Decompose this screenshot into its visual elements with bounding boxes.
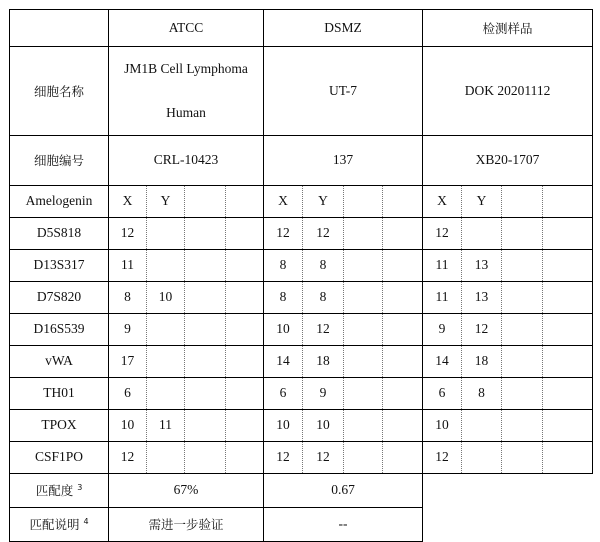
allele-cell-dsmz: 12 [303, 314, 344, 346]
header-dsmz: DSMZ [264, 10, 423, 47]
cell-name-dsmz: UT-7 [264, 47, 423, 136]
allele-cell-sample [543, 282, 593, 314]
allele-cell-dsmz: Y [303, 186, 344, 218]
allele-cell-atcc [226, 378, 264, 410]
allele-cell-dsmz [383, 218, 423, 250]
allele-cell-dsmz [383, 442, 423, 474]
allele-cell-sample: 12 [462, 314, 502, 346]
allele-cell-dsmz: 8 [303, 250, 344, 282]
locus-row [10, 218, 593, 250]
allele-cell-sample [502, 218, 543, 250]
allele-cell-dsmz: 12 [264, 218, 303, 250]
locus-row [10, 250, 593, 282]
match-degree-label-text: 匹配度 [35, 483, 74, 498]
allele-cell-atcc [226, 218, 264, 250]
allele-cell-atcc [226, 410, 264, 442]
allele-cell-dsmz: X [264, 186, 303, 218]
cell-name-row [10, 47, 593, 136]
allele-cell-atcc [185, 250, 226, 282]
locus-name: TH01 [10, 378, 109, 410]
match-desc-row [10, 508, 593, 542]
allele-cell-atcc [147, 250, 185, 282]
allele-cell-dsmz [383, 314, 423, 346]
allele-cell-dsmz [383, 250, 423, 282]
locus-name: D5S818 [10, 218, 109, 250]
allele-cell-dsmz [344, 314, 383, 346]
allele-cell-sample [543, 314, 593, 346]
locus-row [10, 410, 593, 442]
allele-cell-atcc [226, 250, 264, 282]
allele-cell-sample [502, 442, 543, 474]
allele-cell-atcc: Y [147, 186, 185, 218]
allele-cell-sample [462, 218, 502, 250]
allele-cell-dsmz [344, 282, 383, 314]
allele-cell-sample: 11 [423, 282, 462, 314]
allele-cell-sample: 11 [423, 250, 462, 282]
allele-cell-sample: 9 [423, 314, 462, 346]
allele-cell-atcc: X [109, 186, 147, 218]
allele-cell-sample: 8 [462, 378, 502, 410]
allele-cell-dsmz [344, 186, 383, 218]
allele-cell-atcc [185, 410, 226, 442]
allele-cell-atcc [147, 378, 185, 410]
locus-row [10, 378, 593, 410]
allele-cell-dsmz: 9 [303, 378, 344, 410]
locus-row [10, 346, 593, 378]
allele-cell-dsmz [344, 218, 383, 250]
allele-cell-dsmz: 12 [303, 442, 344, 474]
allele-cell-dsmz: 10 [264, 410, 303, 442]
allele-cell-atcc [185, 378, 226, 410]
match-degree-dsmz: 0.67 [264, 474, 423, 508]
allele-cell-atcc [226, 186, 264, 218]
allele-cell-sample: 12 [423, 218, 462, 250]
match-degree-atcc: 67% [109, 474, 264, 508]
header-row [10, 10, 593, 47]
allele-cell-sample [543, 186, 593, 218]
allele-cell-atcc: 11 [147, 410, 185, 442]
match-degree-note: 3 [77, 483, 83, 492]
allele-cell-dsmz: 8 [264, 282, 303, 314]
allele-cell-dsmz [383, 186, 423, 218]
allele-cell-atcc: 6 [109, 378, 147, 410]
allele-cell-sample [543, 378, 593, 410]
allele-cell-atcc [185, 282, 226, 314]
allele-cell-sample: X [423, 186, 462, 218]
allele-cell-sample [543, 442, 593, 474]
allele-cell-dsmz [383, 282, 423, 314]
allele-cell-atcc [185, 442, 226, 474]
allele-cell-sample [543, 346, 593, 378]
allele-cell-sample [502, 282, 543, 314]
match-desc-label [10, 508, 109, 542]
cell-name-label: 细胞名称 [10, 47, 109, 136]
allele-cell-dsmz [383, 378, 423, 410]
allele-cell-atcc: 10 [109, 410, 147, 442]
locus-name: D13S317 [10, 250, 109, 282]
allele-cell-atcc [147, 314, 185, 346]
allele-cell-atcc: 8 [109, 282, 147, 314]
allele-cell-dsmz: 12 [303, 218, 344, 250]
allele-cell-sample [462, 410, 502, 442]
allele-cell-atcc [185, 314, 226, 346]
header-sample: 检测样品 [423, 10, 593, 47]
cell-id-row [10, 136, 593, 186]
cell-id-sample: XB20-1707 [423, 136, 593, 186]
allele-cell-sample [502, 346, 543, 378]
cell-name-atcc-line1: JM1B Cell Lymphoma [124, 61, 248, 76]
locus-row [10, 282, 593, 314]
allele-cell-sample: 10 [423, 410, 462, 442]
allele-cell-atcc: 10 [147, 282, 185, 314]
allele-cell-sample [502, 410, 543, 442]
match-degree-label [10, 474, 109, 508]
allele-cell-sample [462, 442, 502, 474]
cell-id-atcc: CRL-10423 [109, 136, 264, 186]
allele-cell-sample [502, 250, 543, 282]
allele-cell-dsmz [383, 410, 423, 442]
allele-cell-sample [543, 218, 593, 250]
match-desc-dsmz: -- [264, 508, 423, 542]
allele-cell-dsmz: 8 [303, 282, 344, 314]
match-degree-row [10, 474, 593, 508]
locus-row [10, 442, 593, 474]
allele-cell-dsmz: 18 [303, 346, 344, 378]
match-desc-label-text: 匹配说明 [29, 517, 80, 532]
allele-cell-dsmz: 12 [264, 442, 303, 474]
allele-cell-atcc [226, 442, 264, 474]
locus-row [10, 186, 593, 218]
blank-cell [423, 474, 593, 508]
allele-cell-dsmz [344, 410, 383, 442]
locus-name: TPOX [10, 410, 109, 442]
allele-cell-atcc: 9 [109, 314, 147, 346]
allele-cell-sample: 6 [423, 378, 462, 410]
locus-name: D7S820 [10, 282, 109, 314]
locus-name: D16S539 [10, 314, 109, 346]
allele-cell-atcc [147, 442, 185, 474]
allele-cell-atcc: 12 [109, 218, 147, 250]
allele-cell-sample [502, 378, 543, 410]
allele-cell-atcc: 17 [109, 346, 147, 378]
allele-cell-atcc [147, 218, 185, 250]
cell-name-atcc [109, 47, 264, 136]
allele-cell-atcc [226, 314, 264, 346]
allele-cell-sample: 13 [462, 250, 502, 282]
cell-name-atcc-line2: Human [166, 105, 206, 120]
match-desc-note: 4 [83, 517, 89, 526]
allele-cell-sample: Y [462, 186, 502, 218]
allele-cell-atcc [226, 282, 264, 314]
allele-cell-dsmz: 6 [264, 378, 303, 410]
allele-cell-atcc [185, 218, 226, 250]
corner-cell [10, 10, 109, 47]
allele-cell-sample: 18 [462, 346, 502, 378]
cell-id-dsmz: 137 [264, 136, 423, 186]
allele-cell-sample: 12 [423, 442, 462, 474]
header-atcc: ATCC [109, 10, 264, 47]
allele-cell-sample [543, 250, 593, 282]
allele-cell-dsmz [344, 346, 383, 378]
locus-row [10, 314, 593, 346]
allele-cell-atcc: 12 [109, 442, 147, 474]
match-desc-atcc: 需进一步验证 [109, 508, 264, 542]
allele-cell-atcc [226, 346, 264, 378]
allele-cell-dsmz [383, 346, 423, 378]
locus-name: vWA [10, 346, 109, 378]
cell-name-sample: DOK 20201112 [423, 47, 593, 136]
str-profile-table [9, 9, 593, 542]
allele-cell-atcc [185, 186, 226, 218]
locus-name: Amelogenin [10, 186, 109, 218]
locus-name: CSF1PO [10, 442, 109, 474]
allele-cell-sample: 13 [462, 282, 502, 314]
allele-cell-dsmz: 10 [303, 410, 344, 442]
allele-cell-sample [502, 186, 543, 218]
allele-cell-sample [543, 410, 593, 442]
cell-id-label: 细胞编号 [10, 136, 109, 186]
allele-cell-dsmz: 10 [264, 314, 303, 346]
allele-cell-dsmz [344, 250, 383, 282]
allele-cell-sample [502, 314, 543, 346]
allele-cell-atcc: 11 [109, 250, 147, 282]
allele-cell-sample: 14 [423, 346, 462, 378]
allele-cell-dsmz [344, 378, 383, 410]
allele-cell-dsmz [344, 442, 383, 474]
blank-cell [423, 508, 593, 542]
allele-cell-dsmz: 14 [264, 346, 303, 378]
allele-cell-atcc [185, 346, 226, 378]
allele-cell-dsmz: 8 [264, 250, 303, 282]
allele-cell-atcc [147, 346, 185, 378]
